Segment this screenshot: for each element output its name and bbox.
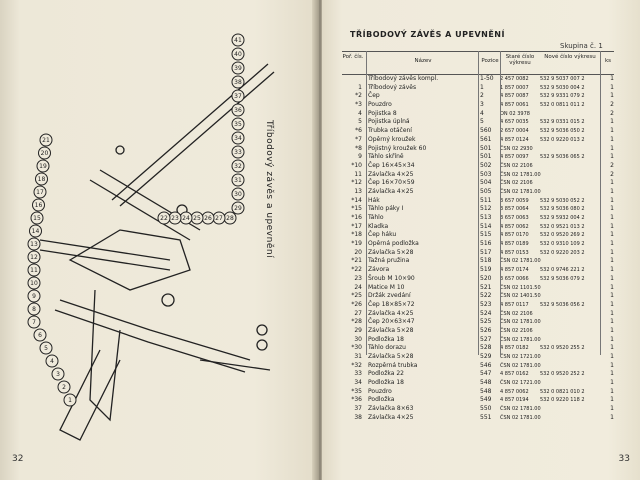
quantity: 1 (610, 353, 614, 360)
old-drawing-number: 4 857 0062 (500, 223, 529, 230)
row-number: *26 (351, 300, 362, 308)
callout-number: 33 (234, 149, 242, 156)
old-drawing-number: 4 857 0170 (500, 232, 529, 239)
part-name: Šroub M 10×90 (368, 274, 415, 282)
old-drawing-number: ČSN 02 2106 (500, 310, 533, 317)
callout-number: 6 (38, 332, 42, 339)
quantity: 1 (610, 309, 614, 317)
quantity: 1 (610, 92, 614, 100)
new-drawing-number: 532 0 9520 269 2 (540, 232, 585, 239)
callout-number: 28 (226, 215, 234, 222)
old-drawing-number: 4 857 0087 (500, 93, 529, 100)
part-position: 2 (480, 92, 484, 100)
old-drawing-number: 3 657 0066 (500, 275, 529, 282)
part-name: Závlačka 4×25 (368, 413, 414, 421)
quantity: 2 (610, 109, 614, 117)
old-drawing-number: 4 857 0153 (500, 249, 529, 256)
part-name: Závlačka 5×28 (368, 326, 414, 334)
part-position: 517 (480, 248, 492, 256)
callout-number: 2 (62, 384, 66, 391)
callout-number: 3 (56, 371, 60, 378)
old-drawing-number: ČSN 02 1781.00 (500, 319, 541, 326)
callout-number: 32 (234, 163, 242, 170)
old-drawing-number: ČSN 02 1781.00 (500, 171, 541, 178)
page-number-left: 32 (12, 454, 24, 464)
part-position: 528 (480, 344, 492, 352)
callout-number: 16 (34, 202, 43, 209)
row-number: 20 (354, 248, 362, 256)
row-number: 13 (354, 187, 362, 195)
callout-number: 19 (39, 163, 47, 170)
part-name: Tříbodový závěs kompl. (368, 75, 439, 82)
part-name: Táhlo (368, 214, 384, 221)
callout-number: 30 (234, 191, 242, 198)
quantity: 1 (610, 187, 614, 195)
callout-number: 38 (234, 79, 242, 86)
col-header-name: Název (414, 58, 432, 64)
old-drawing-number: ČSN 02 1781.00 (500, 336, 541, 343)
part-position: 523 (480, 300, 492, 308)
part-name: Závlačka 4×25 (368, 187, 414, 195)
part-position: 511 (480, 196, 492, 204)
quantity: 1 (610, 240, 614, 248)
part-name: Čep 16×70×59 (368, 179, 415, 187)
old-drawing-number: 4 857 0162 (500, 371, 529, 378)
table-row (342, 388, 614, 397)
row-number: *2 (355, 92, 362, 100)
old-drawing-number: 4 857 0189 (500, 241, 529, 248)
callout-number: 18 (37, 176, 46, 183)
row-number: 5 (358, 118, 362, 126)
new-drawing-number: 532 9 5036 050 2 (540, 128, 585, 135)
part-name: Závora (368, 266, 390, 274)
quantity: 2 (610, 101, 614, 109)
new-drawing-number: 532 0 0821 010 2 (540, 388, 585, 395)
part-position: 519 (480, 266, 492, 274)
part-name: Čep (368, 92, 380, 100)
old-drawing-number: ČSN 02 1781.00 (500, 258, 541, 265)
new-drawing-number: 532 0 9220 013 2 (540, 136, 585, 143)
row-number: *17 (351, 222, 362, 230)
row-number: 27 (354, 309, 362, 317)
old-drawing-number: 3 657 0063 (500, 215, 529, 221)
new-drawing-number: 532 9 5036 056 2 (540, 301, 585, 308)
part-position: 525 (480, 318, 492, 326)
old-drawing-number: 4 857 0182 (500, 345, 529, 352)
part-name: Táhlo dorazu (368, 344, 406, 352)
callout-number: 22 (160, 215, 168, 222)
part-position: 512 (480, 205, 492, 213)
part-position: 516 (480, 240, 492, 248)
row-number: *15 (351, 205, 362, 213)
part-name: Čep 20×63×47 (368, 318, 415, 326)
row-number: 23 (354, 274, 362, 282)
quantity: 1 (610, 231, 614, 239)
quantity: 1 (610, 248, 614, 256)
callout-number: 11 (30, 267, 38, 274)
part-name: Pojistka úplná (368, 118, 410, 126)
callout-number: 12 (30, 254, 38, 261)
table-row (342, 379, 614, 388)
part-position: 501 (480, 144, 492, 152)
quantity: 1 (610, 370, 614, 378)
row-number: 31 (354, 353, 362, 360)
part-position: 504 (480, 179, 492, 187)
table-row (342, 370, 614, 379)
part-position: 548 (480, 387, 492, 395)
old-drawing-number: 4 857 0062 (500, 388, 529, 395)
quantity: 1 (610, 405, 614, 413)
callout-number: 27 (215, 215, 223, 222)
callout-number: 15 (33, 215, 41, 222)
row-number: 1 (358, 83, 362, 91)
row-number: 33 (354, 370, 362, 378)
row-number: *35 (351, 387, 362, 395)
new-drawing-number: 532 9 5030 052 2 (540, 197, 585, 204)
part-name: Závlačka 4×25 (368, 170, 414, 178)
part-position: 518 (480, 257, 492, 265)
new-drawing-number: 532 0 9310 109 2 (540, 241, 585, 248)
part-position: 520 (480, 274, 492, 282)
row-number: *18 (351, 231, 362, 239)
old-drawing-number: 4 857 0124 (500, 136, 529, 143)
part-name: Matice M 10 (368, 283, 405, 291)
row-number: *12 (351, 179, 362, 187)
old-drawing-number: ČSN 02 1721.00 (500, 380, 541, 387)
part-name: Tažná pružina (368, 257, 410, 265)
callout-number: 23 (171, 215, 179, 222)
part-position: 560 (480, 127, 492, 135)
quantity: 1 (610, 127, 614, 135)
quantity: 1 (610, 144, 614, 152)
part-position: 548 (480, 379, 492, 387)
callout-number: 21 (42, 137, 50, 144)
quantity: 1 (610, 396, 614, 404)
part-position: 524 (480, 309, 492, 317)
quantity: 1 (610, 283, 614, 291)
old-drawing-number: 3 857 0064 (500, 206, 529, 213)
callout-number: 9 (32, 293, 36, 300)
callout-number: 26 (204, 215, 212, 222)
col-header-ks: ks (604, 58, 612, 64)
col-header-position: Pozice (481, 58, 499, 64)
part-position: 547 (480, 370, 492, 378)
callout-number: 4 (50, 358, 54, 365)
quantity: 1 (610, 326, 614, 334)
old-drawing-number: ČSN 02 2106 (500, 162, 533, 169)
part-position: 501 (480, 153, 492, 161)
callout-number: 13 (30, 241, 38, 248)
row-number: *16 (351, 214, 362, 221)
old-drawing-number: 3 657 0059 (500, 197, 529, 204)
column-divider (478, 51, 479, 355)
old-drawing-number: ČSN 02 1781.00 (500, 406, 541, 413)
callout-number: 41 (234, 37, 242, 44)
row-number: *30 (351, 344, 362, 352)
row-number: 29 (354, 326, 362, 334)
callout-number: 36 (234, 107, 242, 114)
quantity: 1 (610, 266, 614, 274)
old-drawing-number: 4 857 0097 (500, 154, 529, 161)
old-drawing-number: ČSN 02 2930 (500, 145, 533, 152)
old-drawing-number: ČSN 02 1101.50 (500, 284, 541, 291)
part-position: 514 (480, 222, 492, 230)
quantity: 1 (610, 387, 614, 395)
callout-number: 8 (32, 306, 36, 313)
part-position: 561 (480, 135, 492, 143)
new-drawing-number: 532 0 9521 013 2 (540, 223, 585, 230)
row-number: *32 (351, 361, 362, 369)
callout-number: 14 (31, 228, 40, 235)
part-name: Čep háku (368, 231, 397, 239)
callout-number: 25 (193, 215, 201, 222)
new-drawing-number: 532 0 9520 255 2 (540, 345, 585, 352)
row-number: *22 (351, 266, 362, 274)
row-number: 9 (358, 153, 362, 161)
row-number: *25 (351, 292, 362, 300)
table-row (342, 414, 614, 423)
part-name: Podložka 22 (368, 370, 404, 378)
part-name: Závlačka 5×28 (368, 248, 414, 256)
row-number: *36 (351, 396, 362, 404)
new-drawing-number: 532 0 9220 118 2 (540, 397, 585, 404)
part-position: 551 (480, 413, 492, 421)
row-number: *19 (351, 240, 362, 248)
old-drawing-number: ČSN 02 1781.00 (500, 188, 541, 195)
column-divider (600, 51, 601, 355)
part-position: 1-50 (480, 75, 494, 82)
column-divider (500, 51, 501, 355)
part-position: 550 (480, 405, 492, 413)
new-drawing-number: 532 9 5036 080 2 (540, 206, 585, 213)
row-number: 30 (354, 335, 362, 343)
new-drawing-number: 532 9 5036 065 2 (540, 154, 585, 161)
quantity: 1 (610, 118, 614, 126)
new-drawing-number: 532 9 0331 015 2 (540, 119, 585, 126)
part-position: 502 (480, 161, 492, 169)
part-name: Držák zvedání (368, 292, 411, 300)
part-name: Tříbodový závěs (368, 83, 417, 91)
callout-group (28, 34, 244, 406)
new-drawing-number: 532 0 9746 221 2 (540, 267, 585, 274)
part-position: 527 (480, 335, 492, 343)
row-number: *21 (351, 257, 362, 265)
quantity: 1 (610, 179, 614, 187)
quantity: 1 (610, 300, 614, 308)
quantity: 1 (610, 274, 614, 282)
new-drawing-number: 532 0 9220 203 2 (540, 249, 585, 256)
quantity: 1 (610, 205, 614, 213)
old-drawing-number: ČSN 02 1401.50 (500, 293, 541, 300)
part-position: 521 (480, 283, 492, 291)
part-name: Pojistný kroužek 60 (368, 144, 427, 152)
new-drawing-number: 532 0 9520 252 2 (540, 371, 585, 378)
part-name: Táhlo skříně (368, 153, 404, 161)
old-drawing-number: ČSN 02 2106 (500, 327, 533, 334)
part-name: Rozpěrná trubka (368, 361, 418, 369)
part-name: Táhlo páky I (368, 205, 404, 213)
part-position: 513 (480, 214, 492, 221)
table-row (342, 362, 614, 371)
part-name: Podložka (368, 396, 395, 404)
old-drawing-number: 4 857 0174 (500, 267, 529, 274)
old-drawing-number: 2 657 0004 (500, 128, 529, 135)
vertical-figure-title: Tříbodový závěs a upevnění (264, 120, 274, 259)
part-name: Pouzdro (368, 101, 392, 109)
part-name: Opěrná podložka (368, 240, 419, 248)
part-name: Pojistka 8 (368, 109, 397, 117)
callout-number: 17 (36, 189, 44, 196)
group-label: Skupina č. 1 (560, 42, 603, 50)
callout-number: 39 (234, 65, 242, 72)
quantity: 1 (610, 222, 614, 230)
quantity: 1 (610, 344, 614, 352)
old-drawing-number: 2 457 0082 (500, 76, 529, 82)
part-position: 1 (480, 83, 484, 91)
row-number: *6 (355, 127, 362, 135)
old-drawing-number: ON 02 3978 (500, 110, 530, 117)
table-row (342, 396, 614, 405)
part-position: 549 (480, 396, 492, 404)
part-position: 505 (480, 187, 492, 195)
part-name: Závlačka 5×28 (368, 353, 414, 360)
old-drawing-number: ČSN 02 1781.00 (500, 414, 541, 421)
part-name: Závlačka 8×63 (368, 405, 414, 413)
new-drawing-number: 532 9 5030 004 2 (540, 84, 585, 91)
callout-number: 40 (234, 51, 242, 58)
callout-number: 7 (32, 319, 36, 326)
quantity: 1 (610, 196, 614, 204)
part-position: 529 (480, 353, 492, 360)
part-name: Opěrný kroužek (368, 135, 416, 143)
new-drawing-number: 532 9 5036 079 2 (540, 275, 585, 282)
part-name: Trubka otáčení (368, 127, 412, 135)
callout-number: 5 (44, 345, 48, 352)
old-drawing-number: ČSN 02 1721.00 (500, 354, 541, 360)
left-page (0, 0, 318, 480)
old-drawing-number: 4 857 0194 (500, 397, 529, 404)
quantity: 1 (610, 214, 614, 221)
old-drawing-number: ČSN 02 2106 (500, 180, 533, 187)
quantity: 1 (610, 75, 614, 82)
quantity: 1 (610, 135, 614, 143)
parts-list-title: TŘÍBODOVÝ ZÁVĚS A UPEVNĚNÍ (350, 30, 505, 39)
quantity: 1 (610, 153, 614, 161)
col-header-old-number: Staré číslo výkresu (505, 54, 535, 66)
quantity: 1 (610, 335, 614, 343)
quantity: 2 (610, 161, 614, 169)
row-number: *3 (355, 101, 362, 109)
part-name: Závlačka 4×25 (368, 309, 414, 317)
quantity: 1 (610, 379, 614, 387)
part-position: 4 (480, 109, 484, 117)
row-number: 4 (358, 109, 362, 117)
quantity: 1 (610, 361, 614, 369)
part-name: Podložka 18 (368, 379, 404, 387)
old-drawing-number: ČSN 02 1781.00 (500, 362, 541, 369)
table-row (342, 405, 614, 414)
row-number: *28 (351, 318, 362, 326)
part-position: 546 (480, 361, 492, 369)
row-number: 34 (354, 379, 362, 387)
part-name: Kladka (368, 222, 389, 230)
row-number: *7 (355, 135, 362, 143)
old-drawing-number: 4 857 0061 (500, 102, 529, 109)
quantity: 1 (610, 257, 614, 265)
callout-number: 37 (234, 93, 242, 100)
page-number-right: 33 (618, 454, 630, 464)
part-position: 515 (480, 231, 492, 239)
column-divider (366, 51, 367, 355)
old-drawing-number: 4 857 0117 (500, 301, 529, 308)
row-number: *14 (351, 196, 362, 204)
callout-number: 1 (68, 397, 72, 404)
old-drawing-number: 4 657 0035 (500, 119, 529, 126)
old-drawing-number: 1 857 0007 (500, 84, 529, 91)
row-number: 11 (354, 170, 362, 178)
quantity: 1 (610, 83, 614, 91)
part-position: 3 (480, 101, 484, 109)
quantity: 1 (610, 292, 614, 300)
part-name: Pouzdro (368, 387, 392, 395)
callout-number: 35 (234, 121, 242, 128)
part-position: 522 (480, 292, 492, 300)
col-header-poz: Poř. čís. (342, 54, 364, 60)
part-name: Čep 18×85×72 (368, 300, 415, 308)
quantity: 2 (610, 170, 614, 178)
col-header-new-number: Nové číslo výkresu (544, 54, 596, 60)
part-position: 503 (480, 170, 492, 178)
new-drawing-number: 532 9 9331 079 2 (540, 93, 585, 100)
quantity: 1 (610, 318, 614, 326)
new-drawing-number: 532 9 5037 007 2 (540, 76, 585, 82)
part-position: 5 (480, 118, 484, 126)
part-position: 526 (480, 326, 492, 334)
callout-number: 20 (40, 150, 49, 157)
part-name: Hák (368, 196, 380, 204)
row-number: 38 (354, 413, 362, 421)
row-number: *10 (351, 161, 362, 169)
row-number: 24 (354, 283, 362, 291)
part-name: Čep 16×45×34 (368, 161, 415, 169)
row-number: *8 (355, 144, 362, 152)
callout-number: 31 (234, 177, 242, 184)
callout-number: 10 (30, 280, 38, 287)
new-drawing-number: 532 9 5932 004 2 (540, 215, 585, 221)
quantity: 1 (610, 413, 614, 421)
part-name: Podložka 18 (368, 335, 404, 343)
callout-number: 29 (234, 205, 242, 212)
row-number: 37 (354, 405, 362, 413)
new-drawing-number: 532 0 0811 011 2 (540, 102, 585, 109)
callout-number: 34 (234, 135, 242, 142)
callout-number: 24 (182, 215, 190, 222)
